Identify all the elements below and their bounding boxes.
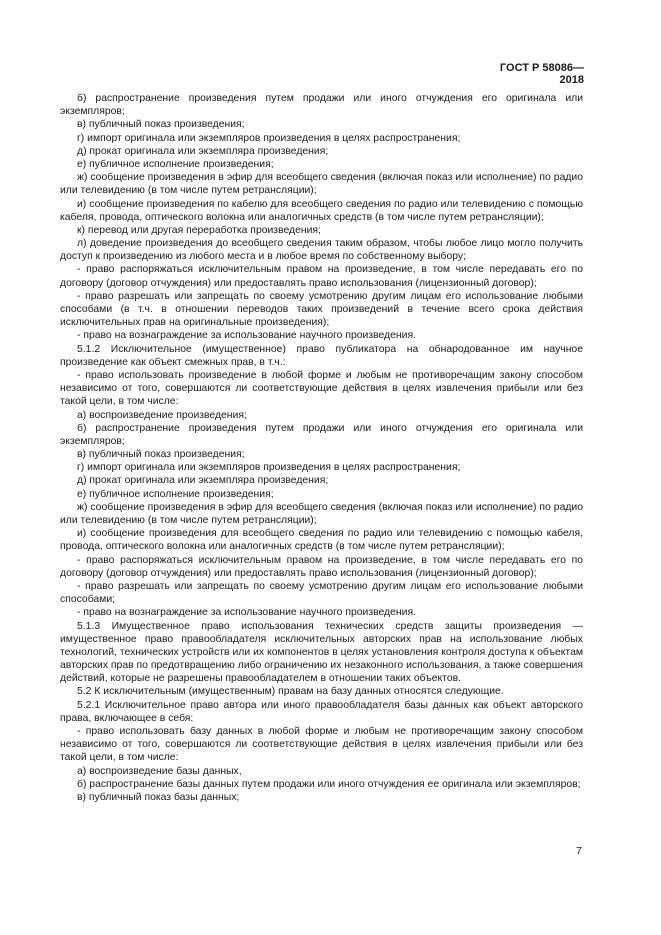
body-paragraph: в) публичный показ произведения; [77, 449, 245, 461]
body-paragraph: в) публичный показ произведения; [77, 119, 245, 131]
body-paragraph: - право распоряжаться исключительным правом на произведение, в том числе передавать его по договору (договор отчуждения) или предоставлять право использования (лицензионный договор); [60, 554, 583, 579]
body-paragraph: а) воспроизведение базы данных, [77, 765, 242, 777]
body-paragraph: 5.2.1 Исключительное право автора или иного правообладателя базы данных как объект авторского права, включающее в себя: [60, 699, 583, 724]
body-paragraph: д) прокат оригинала или экземпляра произведения; [77, 145, 329, 157]
body-paragraph: - право использовать базу данных в любой форме и любым не противоречащим закону способом независимо от того, совершаются ли соответствующие действия в целях извлечения прибыли или без такой цели, в том числе: [60, 726, 583, 764]
body-paragraph: ж) сообщение произведения в эфир для всеобщего сведения (включая показ или исполнение) по радио или телевидению (в том числе путем ретрансляции); [60, 501, 583, 526]
body-paragraph: - право распоряжаться исключительным правом на произведение, в том числе передавать его по договору (договор отчуждения) или предоставлять право использования (лицензионный договор); [60, 264, 583, 289]
body-paragraph: к) перевод или другая переработка произведения; [77, 224, 321, 236]
page-number: 7 [576, 845, 582, 857]
body-paragraph: г) импорт оригинала или экземпляров произведения в целях распространения; [77, 462, 461, 474]
body-paragraph: б) распространение базы данных путем продажи или иного отчуждения ее оригинала или экземпляров; [77, 778, 581, 790]
body-paragraph: и) сообщение произведения для всеобщего сведения по радио или телевидению с помощью кабеля, провода, оптического волокна или аналогичных средств (в том числе путем ретрансляции); [60, 528, 583, 553]
body-paragraph: - право разрешать или запрещать по своему усмотрению другим лицам его использование любыми способами (в т.ч. в отношении переводов таких произведений в течение всего срока действия исключительных прав на оригинальные произведения); [60, 290, 583, 329]
body-paragraph: 5.1.3 Имущественное право использования технических средств защиты произведения — имущественное право правообладателя исключительных авторских прав на использование любых технологий, технических устройств или их компонентов в целях установления контроля доступа к объектам авторских прав по предотвращению либо ограничению их незаконного использования, а также совершения действий, которые не разрешены правообладателем в отношении таких объектов. [60, 620, 583, 685]
body-paragraph: - право на вознаграждение за использование научного произведения. [77, 607, 416, 619]
body-paragraph: 5.2 К исключительным (имущественным) правам на базу данных относятся следующие. [77, 686, 504, 698]
document-body [60, 92, 583, 804]
body-paragraph: б) распространение произведения путем продажи или иного отчуждения его оригинала или экземпляров; [60, 422, 583, 447]
body-paragraph: а) воспроизведение произведения; [77, 409, 247, 421]
standard-designation: ГОСТ Р 58086—2018 [499, 62, 584, 86]
body-paragraph: и) сообщение произведения по кабелю для всеобщего сведения по радио или телевидению с помощью кабеля, провода, оптического волокна или аналогичных средств (в том числе путем ретрансляции); [60, 198, 583, 223]
body-paragraph: л) доведение произведения до всеобщего сведения таким образом, чтобы любое лицо могло получить доступ к произведению из любого места и в любое время по собственному выбору; [60, 238, 583, 263]
body-paragraph: г) импорт оригинала или экземпляров произведения в целях распространения; [77, 132, 461, 144]
body-paragraph: 5.1.2 Исключительное (имущественное) право публикатора на обнародованное им научное произведение как объект смежных прав, в т.ч.: [60, 343, 583, 368]
body-paragraph: б) распространение произведения путем продажи или иного отчуждения его оригинала или экземпляров; [60, 93, 583, 118]
body-paragraph: ж) сообщение произведения в эфир для всеобщего сведения (включая показ или исполнение) по радио или телевидению (в том числе путем ретрансляции); [60, 172, 583, 197]
body-paragraph: е) публичное исполнение произведения; [77, 158, 274, 170]
body-paragraph: д) прокат оригинала или экземпляра произведения; [77, 475, 329, 487]
body-paragraph: е) публичное исполнение произведения; [77, 488, 274, 500]
body-paragraph: - право разрешать или запрещать по своему усмотрению другим лицам его использование любыми способами; [60, 580, 583, 606]
body-paragraph: в) публичный показ базы данных; [77, 791, 240, 803]
document-header [476, 62, 584, 86]
body-paragraph: - право на вознаграждение за использование научного произведения. [77, 330, 416, 342]
body-paragraph: - право использовать произведение в любой форме и любым не противоречащим закону способом независимо от того, совершаются ли соответствующие действия в целях извлечения прибыли или без такой цели, в том числе: [60, 369, 583, 408]
